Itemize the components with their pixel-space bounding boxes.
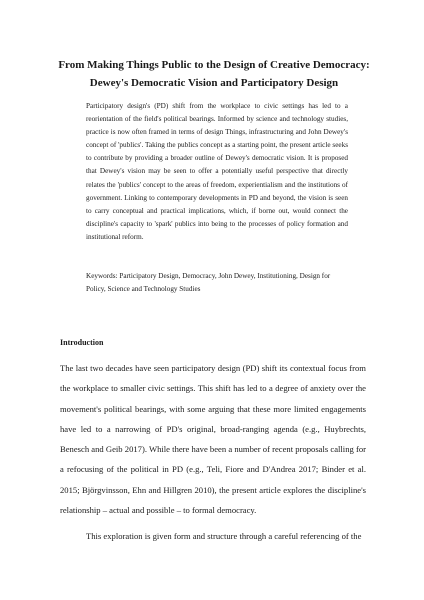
body-paragraph: This exploration is given form and structure through a careful referencing of the xyxy=(86,531,362,541)
paper-title: From Making Things Public to the Design of Creative Democracy: Dewey's Democratic Vision and Participatory Design xyxy=(58,59,370,89)
section-heading-introduction: Introduction xyxy=(60,338,104,347)
keywords: Keywords: Participatory Design, Democracy, John Dewey, Institutioning, Design for Policy, Science and Technology Studies xyxy=(86,272,331,294)
body-paragraph: The last two decades have seen participatory design (PD) shift its contextual focus from the workplace to smaller civic settings. This shift has led to a degree of anxiety over the movement's political bearings, with some arguing that these more limited engagements have led to a narrowing of PD's original, broad-ranging agenda (e.g., Huybrechts, Benesch and Geib 2017). While there have been a number of recent proposals calling for a refocusing of the political in PD (e.g., Teli, Fiore and D'Andrea 2017; Binder et al. 2015; Björgvinsson, Ehn and Hillgren 2010), the present article explores the discipline's relationship – actual and possible – to formal democracy. xyxy=(60,363,366,516)
abstract: Participatory design's (PD) shift from the workplace to civic settings has led to a reorientation of the field's political bearings. Informed by science and technology studies, practice is now often framed in terms of design Things, infrastructuring and John Dewey's concept of 'publics'. Taking the publics concept as a starting point, the present article seeks to contribute by providing a broader outline of Dewey's democratic vision. It is proposed that Dewey's vision may be seen to offer a potentially useful perspective that directly relates the 'publics' concept to the areas of freedom, experientialism and the institutions of government. Linking to contemporary developments in PD and beyond, the vision is seen to carry conceptual and practical implications, which, if borne out, would connect the discipline's capacity to 'spark' publics into being to the processes of policy formation and institutional reform. xyxy=(86,102,348,241)
